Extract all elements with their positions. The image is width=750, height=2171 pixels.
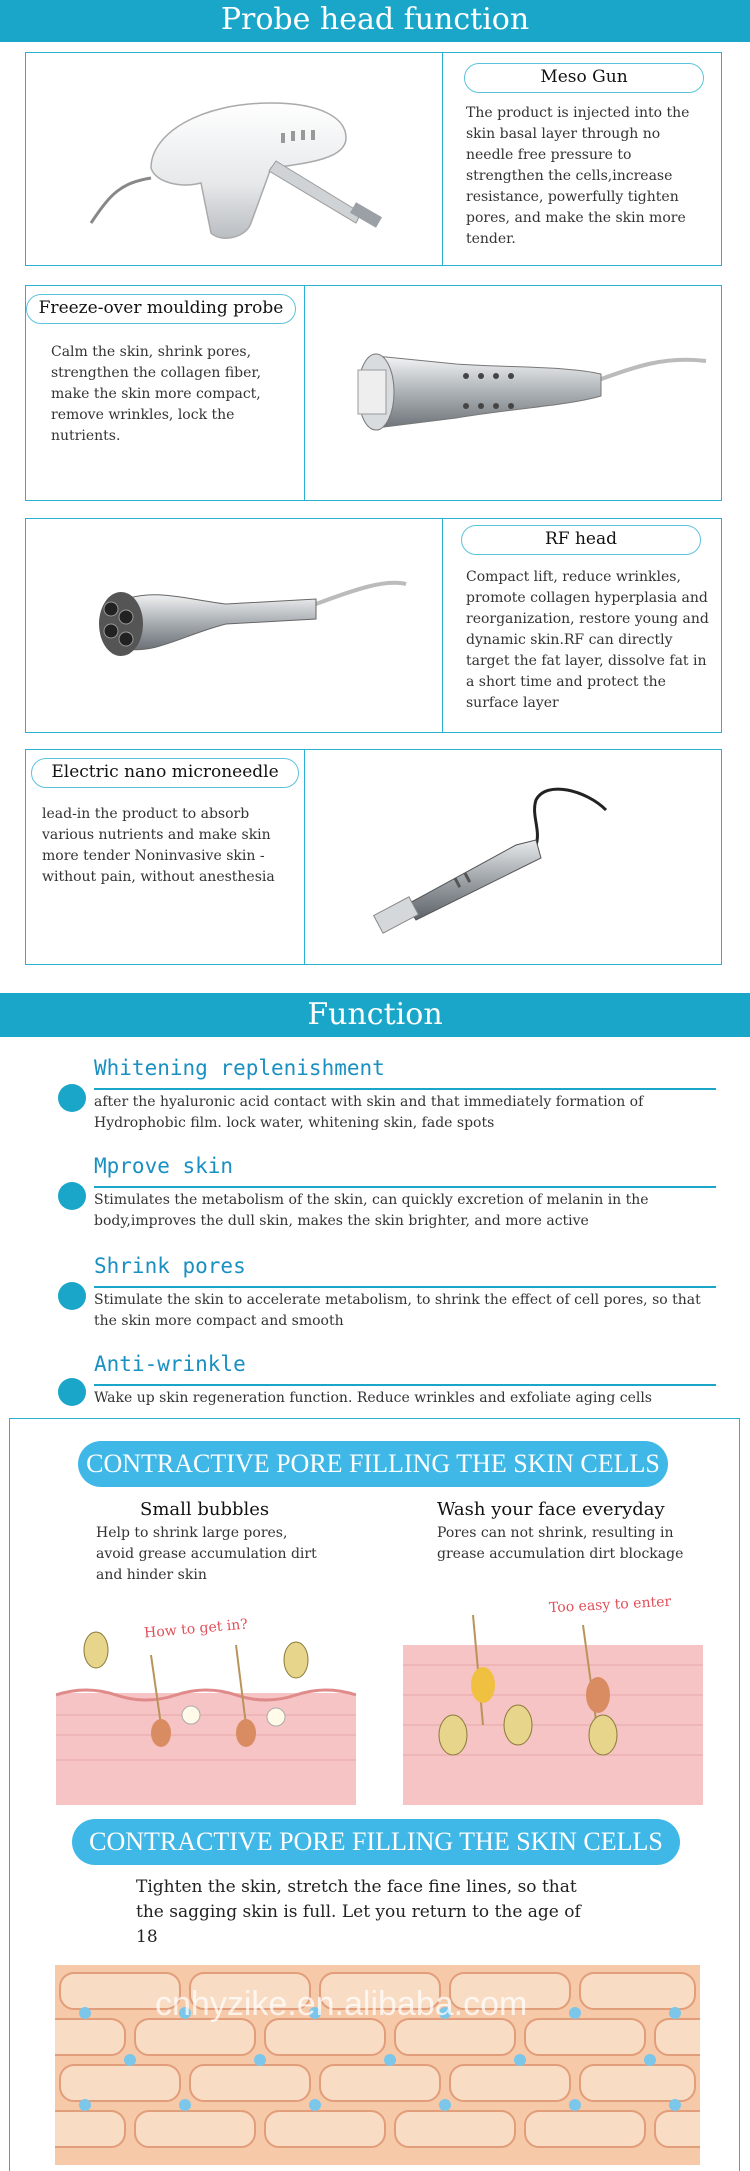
bullet-dot-icon — [58, 1282, 86, 1310]
wash-face-text: Pores can not shrink, resulting in grease accumulation dirt blockage — [437, 1525, 684, 1562]
right-skin-illustration — [403, 1593, 703, 1805]
function-item-whitening — [58, 1056, 708, 1136]
bullet-dot-icon — [58, 1378, 86, 1406]
freeze-over-title — [26, 294, 296, 324]
skin-cells-illustration — [55, 1965, 700, 2165]
meso-gun-title-text: Meso Gun — [540, 67, 628, 87]
contractive-title-1: CONTRACTIVE PORE FILLING THE SKIN CELLS — [78, 1441, 668, 1487]
freeze-over-text: Calm the skin, shrink pores, strengthen the collagen fiber, make the skin more compact, remove wrinkles, lock the nutrients. — [51, 344, 262, 444]
freeze-over-probe-illustration — [346, 326, 716, 466]
wash-face-heading: Wash your face everyday — [437, 1499, 665, 1520]
tighten-skin-text: Tighten the skin, stretch the face fine lines, so that the sagging skin is full. Let you return to the age of 18 — [136, 1877, 581, 1947]
probe-panel-meso-gun — [25, 52, 722, 266]
contractive-section — [9, 1418, 740, 2171]
meso-gun-text: The product is injected into the skin basal layer through no needle free pressure to strengthen the cells,increase resistance, powerfully tighten pores, and make the skin more tender. — [466, 105, 690, 247]
meso-gun-title — [464, 63, 704, 93]
right-caption: Too easy to enter — [548, 1593, 672, 1617]
function-text: Wake up skin regeneration function. Reduce wrinkles and exfoliate aging cells — [94, 1390, 652, 1406]
left-caption: How to get in? — [143, 1616, 249, 1642]
watermark: cnhyzike.en.alibaba.com — [155, 1985, 528, 2023]
contractive-title-2: CONTRACTIVE PORE FILLING THE SKIN CELLS — [72, 1819, 680, 1865]
microneedle-text: lead-in the product to absorb various nutrients and make skin more tender Noninvasive skin - without pain, without anesthesia — [42, 806, 275, 885]
function-underline — [94, 1286, 716, 1288]
function-text: after the hyaluronic acid contact with skin and that immediately formation of Hydrophobic film. lock water, whitening skin, fade spots — [94, 1094, 644, 1131]
function-underline — [94, 1384, 716, 1386]
function-text: Stimulate the skin to accelerate metabolism, to shrink the effect of cell pores, so that the skin more compact and smooth — [94, 1292, 701, 1329]
left-skin-illustration — [56, 1615, 356, 1805]
function-title: Shrink pores — [94, 1254, 246, 1278]
probe-head-banner: Probe head function — [0, 0, 750, 42]
small-bubbles-text: Help to shrink large pores, avoid grease accumulation dirt and hinder skin — [96, 1525, 317, 1583]
rf-head-title-text: RF head — [544, 529, 618, 549]
function-title: Mprove skin — [94, 1154, 234, 1178]
panel-divider — [442, 519, 443, 732]
rf-head-illustration — [86, 559, 426, 699]
microneedle-title — [31, 758, 299, 788]
function-item-improve-skin — [58, 1154, 708, 1234]
bullet-dot-icon — [58, 1182, 86, 1210]
small-bubbles-heading: Small bubbles — [140, 1499, 270, 1520]
function-banner: Function — [0, 993, 750, 1037]
panel-divider — [304, 750, 305, 964]
probe-panel-nano-microneedle — [25, 749, 722, 965]
probe-panel-freeze-over — [25, 285, 722, 501]
function-title: Whitening replenishment — [94, 1056, 385, 1080]
meso-gun-illustration — [81, 73, 441, 258]
rf-head-title — [461, 525, 701, 555]
function-item-anti-wrinkle — [58, 1352, 708, 1412]
panel-divider — [442, 53, 443, 265]
function-text: Stimulates the metabolism of the skin, can quickly excretion of melanin in the body,improves the dull skin, makes the skin brighter, and more active — [94, 1192, 649, 1229]
function-title: Anti-wrinkle — [94, 1352, 246, 1376]
microneedle-illustration — [356, 770, 656, 945]
panel-divider — [304, 286, 305, 500]
function-underline — [94, 1186, 716, 1188]
bullet-dot-icon — [58, 1084, 86, 1112]
probe-panel-rf-head — [25, 518, 722, 733]
freeze-over-title-text: Freeze-over moulding probe — [38, 298, 284, 318]
function-item-shrink-pores — [58, 1254, 708, 1334]
function-underline — [94, 1088, 716, 1090]
rf-head-text: Compact lift, reduce wrinkles, promote collagen hyperplasia and reorganization, restore young and dynamic skin.RF can directly target the fat layer, dissolve fat in a short time and protect the surface layer — [466, 569, 709, 711]
microneedle-title-text: Electric nano microneedle — [51, 762, 279, 782]
